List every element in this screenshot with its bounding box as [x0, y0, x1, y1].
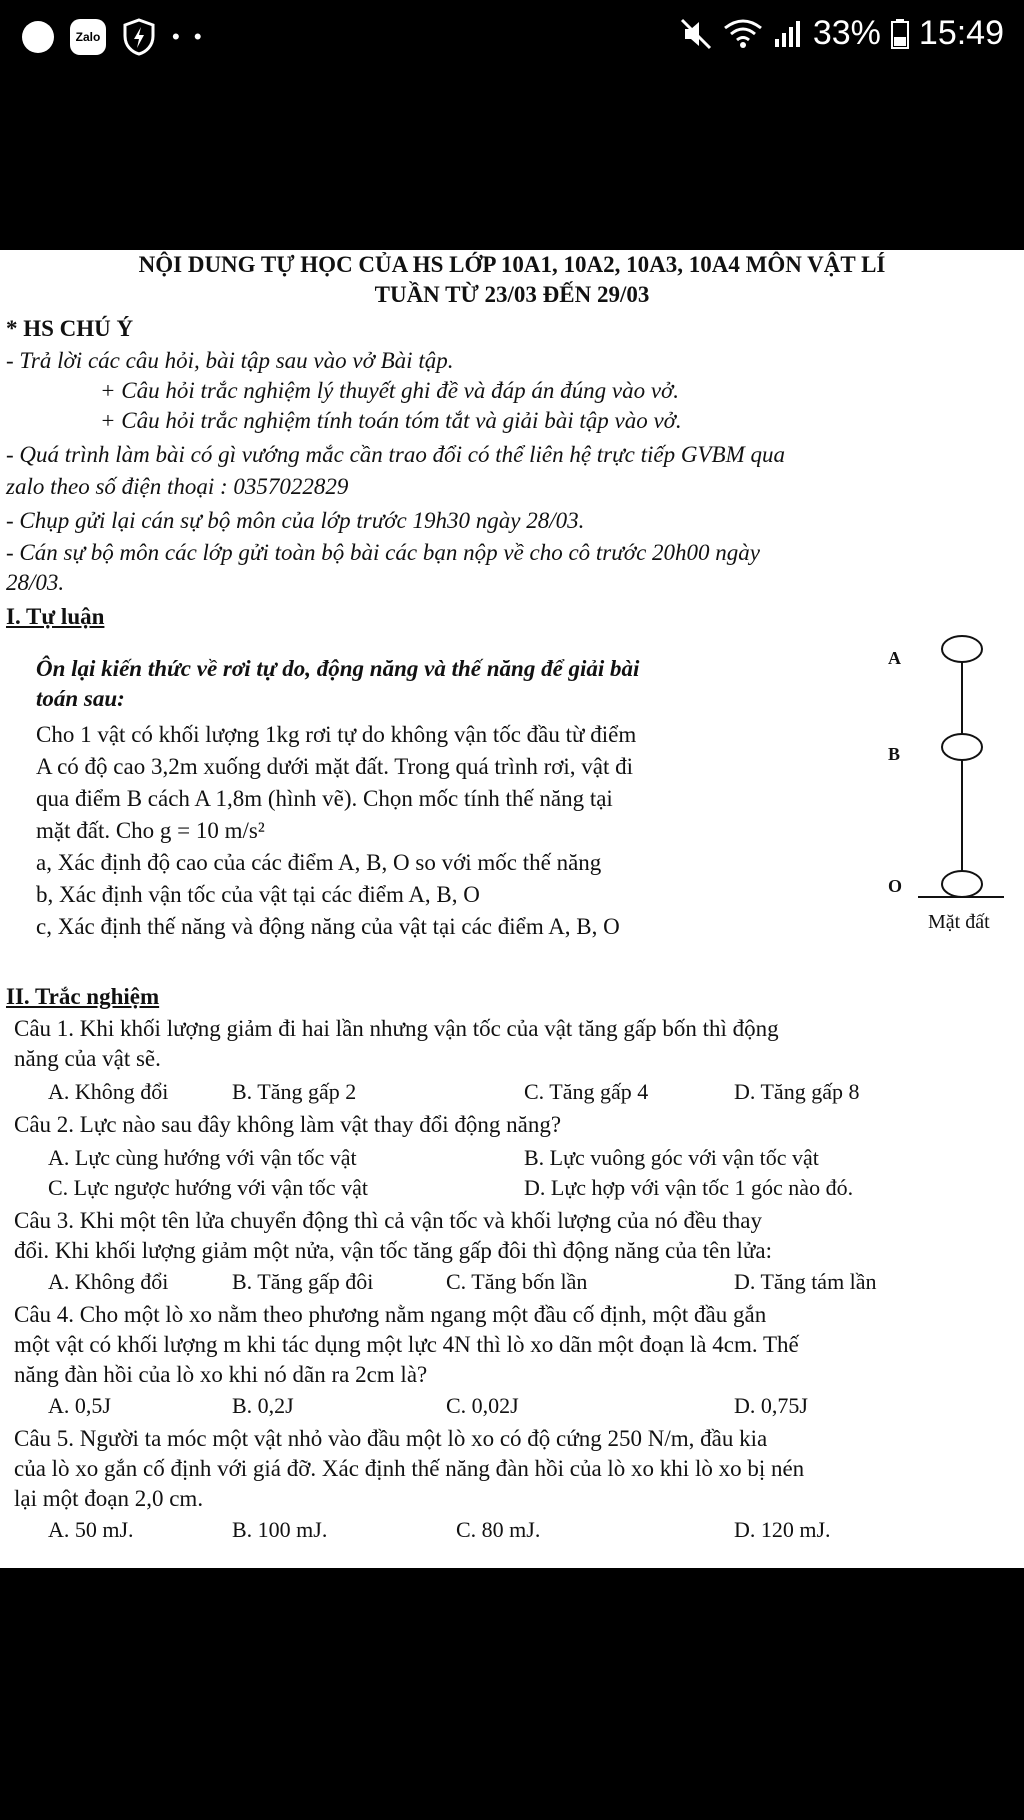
question-c: c, Xác định thế năng và động năng của vật tại các điểm A, B, O	[36, 914, 620, 939]
question-4-text: năng đàn hồi của lò xo khi nó dãn ra 2cm là?	[14, 1362, 428, 1387]
notes-heading: * HS CHÚ Ý	[6, 316, 134, 341]
q3-option-d: D. Tăng tám lần	[734, 1269, 877, 1294]
question-1-text: năng của vật sẽ.	[14, 1046, 161, 1071]
q5-option-d: D. 120 mJ.	[734, 1517, 831, 1542]
question-a: a, Xác định độ cao của các điểm A, B, O so với mốc thế năng	[36, 850, 602, 875]
note-line: 28/03.	[6, 570, 65, 595]
problem-line: Cho 1 vật có khối lượng 1kg rơi tự do không vận tốc đầu từ điểm	[36, 722, 637, 747]
q5-option-b: B. 100 mJ.	[232, 1517, 328, 1542]
wifi-icon	[723, 18, 763, 50]
doc-title-line-2: TUẦN TỪ 23/03 ĐẾN 29/03	[374, 282, 650, 307]
part1-intro: toán sau:	[36, 686, 125, 711]
point-o-label: O	[888, 876, 903, 896]
q3-option-a: A. Không đổi	[48, 1269, 169, 1294]
part1-intro: Ôn lại kiến thức về rơi tự do, động năng và thế năng để giải bài	[36, 656, 640, 681]
note-line: - Quá trình làm bài có gì vướng mắc cần trao đổi có thể liên hệ trực tiếp GVBM qua	[6, 442, 785, 467]
q1-option-a: A. Không đổi	[48, 1079, 169, 1104]
q2-option-b: B. Lực vuông góc với vận tốc vật	[524, 1145, 819, 1170]
problem-line: qua điểm B cách A 1,8m (hình vẽ). Chọn mốc tính thế năng tại	[36, 786, 613, 811]
doc-title-line-1: NỘI DUNG TỰ HỌC CỦA HS LỚP 10A1, 10A2, 10A3, 10A4 MÔN VẬT LÍ	[138, 252, 886, 277]
problem-line: mặt đất. Cho g = 10 m/s²	[36, 818, 265, 843]
ground-label: Mặt đất	[928, 911, 990, 933]
more-notifications-icon: • •	[172, 24, 206, 49]
part2-heading: II. Trắc nghiệm	[6, 984, 160, 1009]
q4-option-b: B. 0,2J	[232, 1393, 294, 1418]
question-b: b, Xác định vận tốc của vật tại các điểm A, B, O	[36, 882, 480, 907]
messenger-icon	[22, 21, 54, 53]
note-line: + Câu hỏi trắc nghiệm lý thuyết ghi đề và đáp án đúng vào vở.	[100, 378, 680, 403]
q2-option-c: C. Lực ngược hướng với vận tốc vật	[48, 1175, 368, 1200]
problem-line: A có độ cao 3,2m xuống dưới mặt đất. Trong quá trình rơi, vật đi	[36, 754, 634, 779]
question-2-text: Câu 2. Lực nào sau đây không làm vật thay đổi động năng?	[14, 1112, 562, 1137]
note-line: - Chụp gửi lại cán sự bộ môn của lớp trước 19h30 ngày 28/03.	[6, 508, 585, 533]
falling-object-diagram	[870, 635, 1024, 965]
q3-option-b: B. Tăng gấp đôi	[232, 1269, 374, 1294]
question-5-text: của lò xo gắn cố định với giá đỡ. Xác định thế năng đàn hồi của lò xo khi lò xo bị nén	[14, 1456, 805, 1481]
clock: 15:49	[918, 14, 1004, 52]
q1-option-c: C. Tăng gấp 4	[524, 1079, 649, 1104]
status-bar	[0, 0, 1024, 76]
note-line: + Câu hỏi trắc nghiệm tính toán tóm tắt và giải bài tập vào vở.	[100, 408, 682, 433]
signal-icon	[773, 19, 803, 49]
note-line: - Trả lời các câu hỏi, bài tập sau vào vở Bài tập.	[6, 348, 454, 373]
q4-option-c: C. 0,02J	[446, 1393, 519, 1418]
note-line: zalo theo số điện thoại : 0357022829	[6, 474, 349, 499]
q2-option-a: A. Lực cùng hướng với vận tốc vật	[48, 1145, 357, 1170]
q4-option-a: A. 0,5J	[48, 1393, 111, 1418]
question-4-text: Câu 4. Cho một lò xo nằm theo phương nằm ngang một đầu cố định, một đầu gắn	[14, 1302, 767, 1327]
q3-option-c: C. Tăng bốn lần	[446, 1269, 588, 1294]
q5-option-a: A. 50 mJ.	[48, 1517, 134, 1542]
zalo-icon: Zalo	[70, 19, 106, 55]
question-1-text: Câu 1. Khi khối lượng giảm đi hai lần nhưng vận tốc của vật tăng gấp bốn thì động	[14, 1016, 779, 1041]
q1-option-b: B. Tăng gấp 2	[232, 1079, 357, 1104]
question-3-text: Câu 3. Khi một tên lửa chuyển động thì cả vận tốc và khối lượng của nó đều thay	[14, 1208, 763, 1233]
q4-option-d: D. 0,75J	[734, 1393, 808, 1418]
document-page	[0, 250, 1024, 1568]
mute-icon	[679, 17, 713, 51]
battery-percent: 33%	[812, 14, 881, 52]
q1-option-d: D. Tăng gấp 8	[734, 1079, 860, 1104]
point-b-label: B	[888, 744, 901, 764]
q5-option-c: C. 80 mJ.	[456, 1517, 541, 1542]
q2-option-d: D. Lực hợp với vận tốc 1 góc nào đó.	[524, 1175, 854, 1200]
battery-icon	[891, 19, 909, 49]
question-3-text: đổi. Khi khối lượng giảm một nửa, vận tốc tăng gấp đôi thì động năng của tên lửa:	[14, 1238, 772, 1263]
question-5-text: lại một đoạn 2,0 cm.	[14, 1486, 204, 1511]
shield-icon	[122, 18, 156, 56]
question-5-text: Câu 5. Người ta móc một vật nhỏ vào đầu một lò xo có độ cứng 250 N/m, đầu kia	[14, 1426, 768, 1451]
note-line: - Cán sự bộ môn các lớp gửi toàn bộ bài các bạn nộp về cho cô trước 20h00 ngày	[6, 540, 760, 565]
point-a-label: A	[888, 648, 901, 668]
part1-heading: I. Tự luận	[6, 604, 105, 629]
question-4-text: một vật có khối lượng m khi tác dụng một lực 4N thì lò xo dãn một đoạn là 4cm. Thế	[14, 1332, 799, 1357]
